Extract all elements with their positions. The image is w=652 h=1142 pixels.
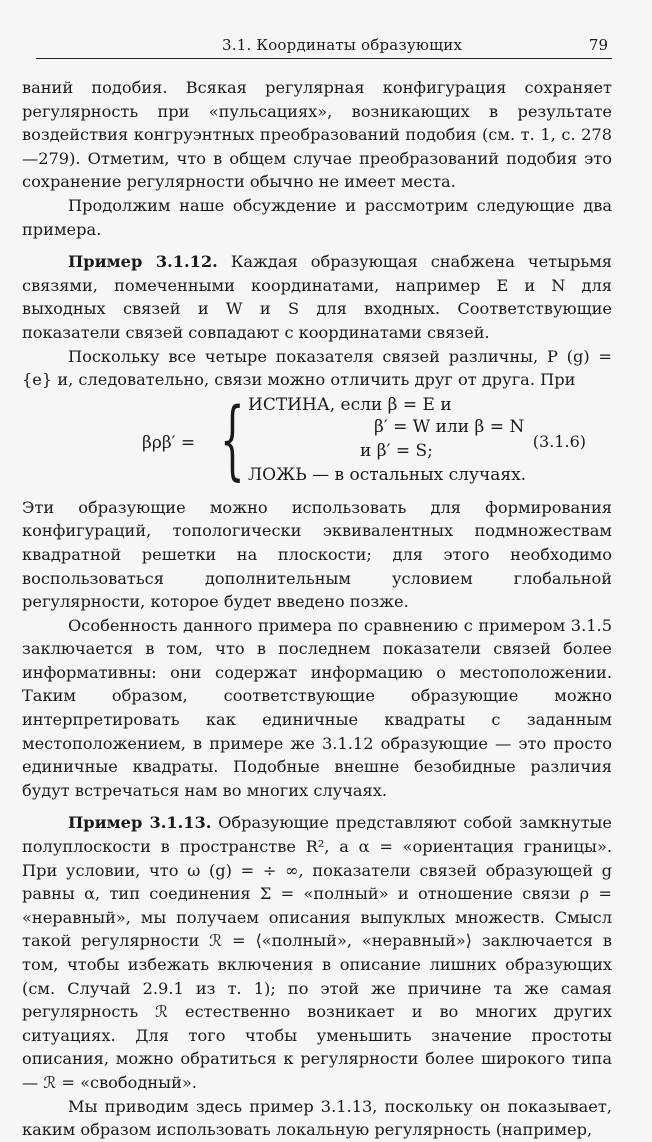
running-header bbox=[36, 34, 612, 59]
paragraph-bond-values: Поскольку все четыре показателя связей различны, P (g) = {e} и, следовательно, связи можно отличить друг от друга. При bbox=[22, 346, 612, 390]
paragraph-lattice: Эти образующие можно использовать для формирования конфигураций, топологически эквивалентных подмножествам квадратной решетки на плоскости; для этого необходимо воспользоваться дополнительным условием глобальной регулярности, которое будет введено позже. bbox=[22, 497, 612, 612]
paragraph-comparison: Особенность данного примера по сравнению с примером 3.1.5 заключается в том, что в последнем показатели связей более информативны: они содержат информацию о местоположении. Таким образом, соответствующие образующие можно интерпретировать как единичные квадраты с заданным местоположением, в примере же 3.1.12 образующие — это просто единичные квадраты. Подобные внешне безобидные различия будут встречаться нам во многих случаях. bbox=[22, 615, 612, 800]
example-text-2: Образующие представляют собой замкнутые полуплоскости в пространстве R², а α = «ориентация границы». При условии, что ω (g) = ÷ ∞, показатели связей образующей g равны α, тип соединения Σ = «полный» и отношение связи ρ = «неравный», мы получаем описания выпуклых множеств. Смысл такой регулярности ℛ = ⟨«полный», «неравный»⟩ заключается в том, чтобы избежать включения в описание лишних образующих (см. Случай 2.9.1 из т. 1); по этой же причине та же самая регулярность ℛ естественно возникает и во многих других ситуациях. Для того чтобы уменьшить значение простоты описания, можно обратиться к регулярности более широкого типа — ℛ = «свободный». bbox=[22, 813, 612, 1092]
page-number: 79 bbox=[588, 36, 608, 54]
paragraph-example-3-1-13 bbox=[22, 811, 612, 1094]
paragraph-intro-examples: Продолжим наше обсуждение и рассмотрим следующие два примера. bbox=[22, 195, 612, 239]
paragraph-local-regularity: Мы приводим здесь пример 3.1.13, поскольку он показывает, каким образом использовать локальную регулярность (например, bbox=[22, 1096, 612, 1140]
paragraph-example-3-1-12 bbox=[22, 250, 612, 344]
page-body bbox=[22, 76, 612, 1142]
formula-case-2: β′ = W или β = N bbox=[374, 416, 525, 437]
equation-number: (3.1.6) bbox=[532, 431, 586, 451]
example-label-2: Пример 3.1.13. bbox=[68, 813, 212, 833]
formula-lhs: βρβ′ = bbox=[142, 432, 196, 453]
formula-case-3: и β′ = S; bbox=[360, 440, 433, 461]
paragraph-continuation: ваний подобия. Всякая регулярная конфигурация сохраняет регулярность при «пульсациях», возникающих в результате воздействия конгруэнтных преобразований подобия (см. т. 1, с. 278—279). Отметим, что в общем случае преобразований подобия это сохранение регулярности обычно не имеет места. bbox=[22, 78, 612, 192]
formula-case-4: ЛОЖЬ — в остальных случаях. bbox=[248, 464, 527, 485]
example-label: Пример 3.1.12. bbox=[68, 252, 218, 272]
formula-case-1: ИСТИНА, если β = E и bbox=[248, 394, 452, 415]
formula-3-1-6 bbox=[22, 389, 612, 492]
curly-brace-icon: { bbox=[220, 389, 245, 490]
example-text: Каждая образующая снабжена четырьмя связями, помеченными координатами, например E и N для выходных связей и W и S для входных. Соответствующие показатели связей совпадают с координатами связей. bbox=[22, 252, 613, 342]
header-title: 3.1. Координаты образующих bbox=[222, 36, 463, 54]
